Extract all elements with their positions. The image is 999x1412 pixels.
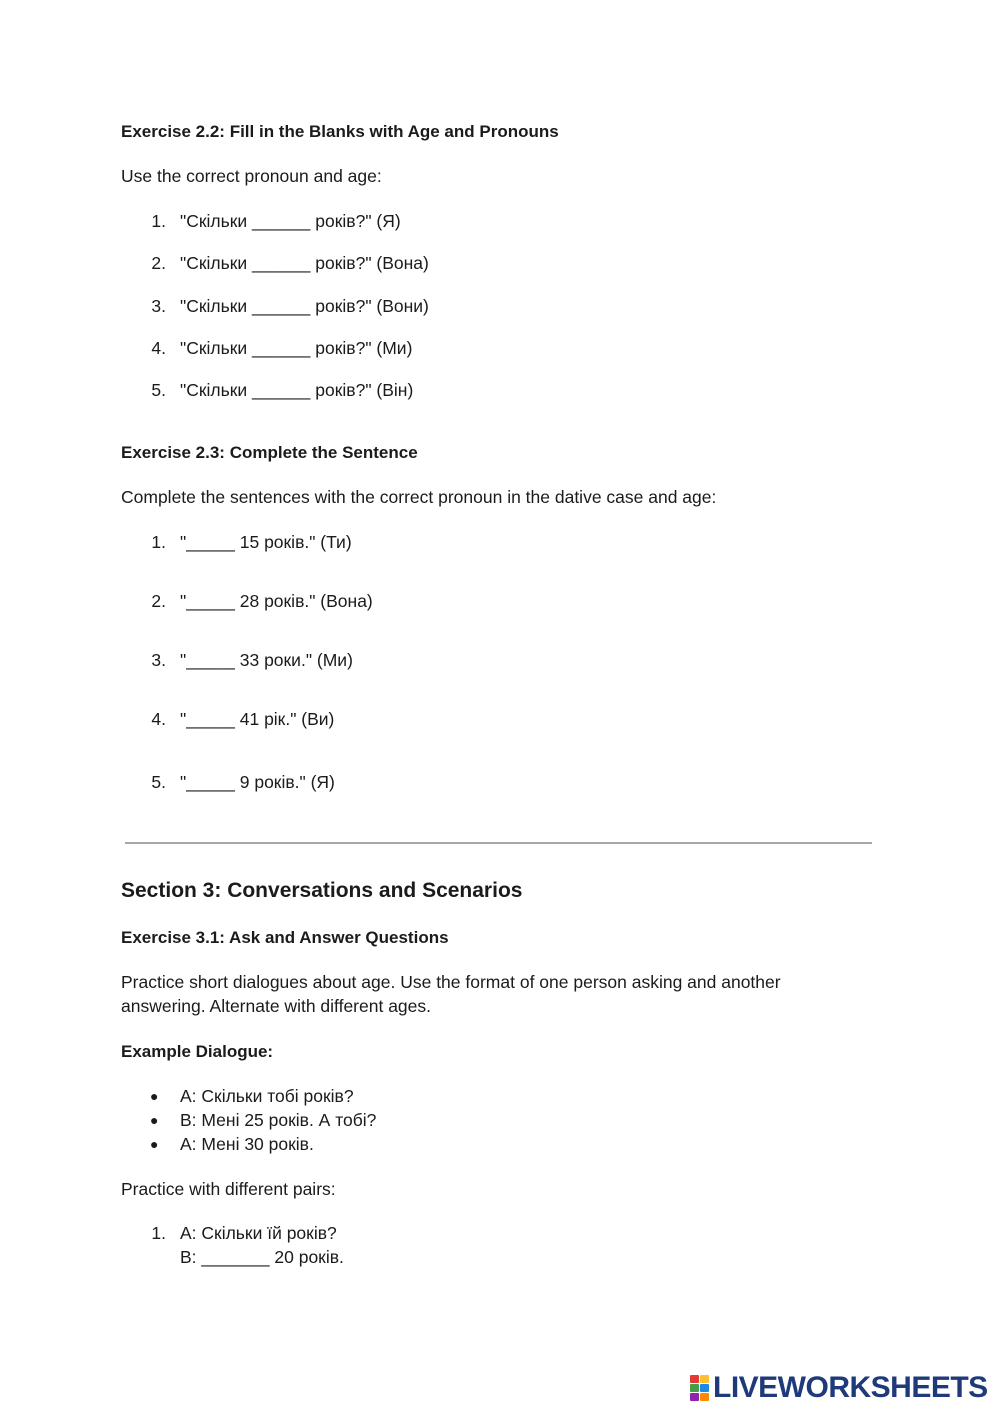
list-item xyxy=(0,211,999,233)
exercise-2-2-instruction: Use the correct pronoun and age: xyxy=(121,166,382,186)
list-item-text: "_____ 41 рік." (Ви) xyxy=(180,709,335,729)
list-item-text: "Скільки ______ років?" (Вона) xyxy=(180,253,429,273)
list-item-text: "Скільки ______ років?" (Вони) xyxy=(180,296,429,316)
liveworksheets-logo-text: LIVEWORKSHEETS xyxy=(713,1371,988,1404)
list-item-text: "_____ 28 років." (Вона) xyxy=(180,591,373,611)
list-item xyxy=(0,591,999,613)
exercise-3-1-paragraph-line1: Practice short dialogues about age. Use the format of one person asking and another xyxy=(121,972,781,992)
list-item-text: "_____ 33 роки." (Ми) xyxy=(180,650,353,670)
bullet-icon: ● xyxy=(150,1088,159,1104)
list-number: 3. xyxy=(151,650,166,670)
list-item-text: "Скільки ______ років?" (Я) xyxy=(180,211,401,231)
list-number: 2. xyxy=(151,591,166,611)
exercise-3-1-title: Exercise 3.1: Ask and Answer Questions xyxy=(121,928,449,947)
exercise-3-1-paragraph-line2: answering. Alternate with different ages. xyxy=(121,996,432,1016)
list-item xyxy=(0,650,999,672)
list-item-text-line1: A: Скільки їй років? xyxy=(180,1223,337,1243)
section-3-title: Section 3: Conversations and Scenarios xyxy=(121,879,523,902)
list-item xyxy=(0,296,999,318)
list-number: 5. xyxy=(151,380,166,400)
list-item xyxy=(0,1110,999,1132)
list-item xyxy=(0,380,999,402)
section-divider xyxy=(125,842,872,844)
list-item-text-line2: B: _______ 20 років. xyxy=(180,1247,344,1267)
list-item xyxy=(0,532,999,554)
list-number: 3. xyxy=(151,296,166,316)
liveworksheets-logo-icon xyxy=(690,1375,710,1401)
example-dialogue-heading: Example Dialogue: xyxy=(121,1042,274,1061)
exercise-2-3-instruction: Complete the sentences with the correct pronoun in the dative case and age: xyxy=(121,487,717,507)
practice-intro: Practice with different pairs: xyxy=(121,1179,336,1199)
list-number: 4. xyxy=(151,338,166,358)
list-item xyxy=(0,1134,999,1156)
list-number: 4. xyxy=(151,709,166,729)
list-item xyxy=(0,709,999,731)
list-item xyxy=(0,253,999,275)
list-item xyxy=(0,772,999,794)
list-number: 1. xyxy=(151,532,166,552)
list-item xyxy=(0,1086,999,1108)
list-item-text: A: Мені 30 років. xyxy=(180,1134,314,1154)
list-number: 1. xyxy=(151,211,166,231)
list-item-text: "Скільки ______ років?" (Він) xyxy=(180,380,414,400)
bullet-icon: ● xyxy=(150,1136,159,1152)
list-item xyxy=(0,1223,999,1271)
exercise-2-3-title: Exercise 2.3: Complete the Sentence xyxy=(121,443,418,462)
list-item-text: B: Мені 25 років. А тобі? xyxy=(180,1110,377,1130)
liveworksheets-logo[interactable] xyxy=(690,1372,988,1404)
list-item-text: "Скільки ______ років?" (Ми) xyxy=(180,338,413,358)
list-item-text: "_____ 15 років." (Ти) xyxy=(180,532,352,552)
list-item xyxy=(0,338,999,360)
exercise-2-2-title: Exercise 2.2: Fill in the Blanks with Age and Pronouns xyxy=(121,122,559,141)
list-number: 1. xyxy=(151,1223,166,1243)
list-item-text: "_____ 9 років." (Я) xyxy=(180,772,335,792)
bullet-icon: ● xyxy=(150,1112,159,1128)
list-number: 5. xyxy=(151,772,166,792)
list-number: 2. xyxy=(151,253,166,273)
list-item-text: A: Скільки тобі років? xyxy=(180,1086,354,1106)
